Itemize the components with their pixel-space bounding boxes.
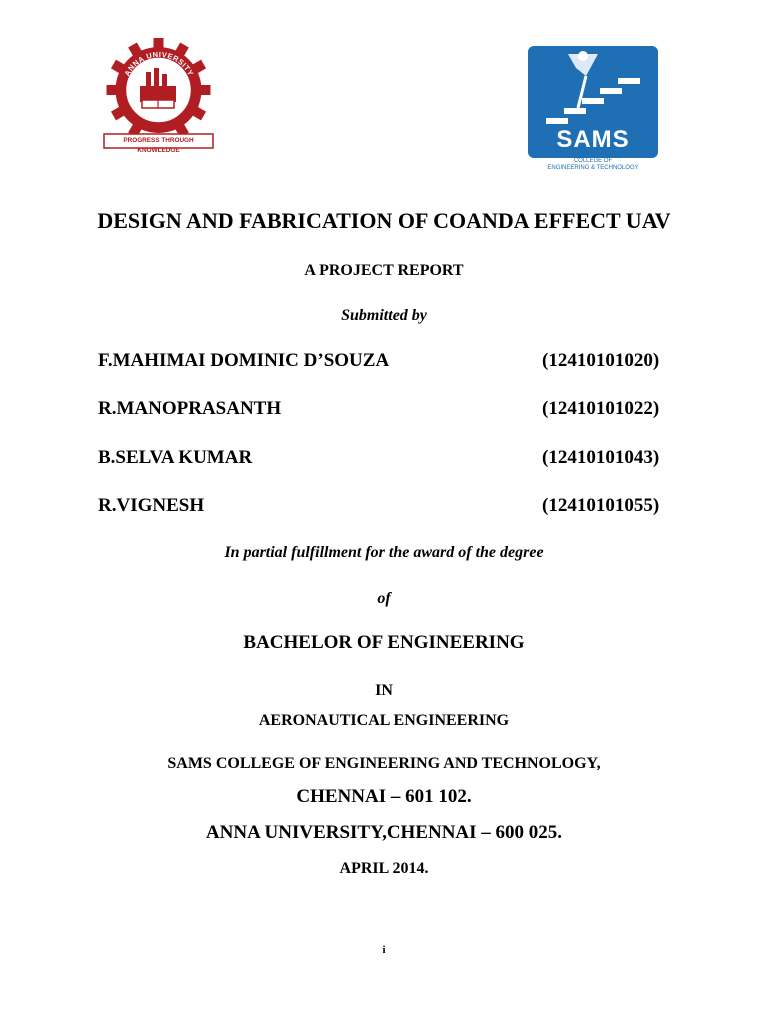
logo-sams-name: SAMS <box>556 126 630 153</box>
sams-college-logo <box>528 46 658 172</box>
logo-sams-sub2: ENGINEERING & TECHNOLOGY <box>547 165 639 171</box>
student-id: (12410101020) <box>542 350 660 371</box>
college-name: SAMS COLLEGE OF ENGINEERING AND TECHNOLOGY, <box>167 755 601 772</box>
degree-name: BACHELOR OF ENGINEERING <box>243 632 525 653</box>
university-name: ANNA UNIVERSITY,CHENNAI – 600 025. <box>205 822 563 843</box>
branch-name: AERONAUTICAL ENGINEERING <box>258 712 510 729</box>
student-row <box>98 350 668 374</box>
report-date: APRIL 2014. <box>339 860 429 877</box>
student-row <box>98 447 668 471</box>
student-name: B.SELVA KUMAR <box>98 447 253 468</box>
report-type: A PROJECT REPORT <box>304 262 464 279</box>
student-name: R.VIGNESH <box>98 495 205 516</box>
report-title: DESIGN AND FABRICATION OF COANDA EFFECT UAV <box>97 208 671 233</box>
of-text: of <box>377 590 391 607</box>
logo-sams-sub1: COLLEGE OF <box>573 158 613 164</box>
student-name: R.MANOPRASANTH <box>98 398 282 419</box>
student-name: F.MAHIMAI DOMINIC D’SOUZA <box>98 350 390 371</box>
student-row <box>98 495 668 519</box>
anna-university-logo <box>102 38 215 154</box>
student-id: (12410101043) <box>542 447 660 468</box>
student-id: (12410101055) <box>542 495 660 516</box>
page-number: i <box>382 944 386 956</box>
submitted-by: Submitted by <box>341 307 427 324</box>
college-city: CHENNAI – 601 102. <box>296 786 472 807</box>
logo-banner-text: PROGRESS THROUGH KNOWLEDGE <box>123 137 194 154</box>
student-id: (12410101022) <box>542 398 660 419</box>
in-text: IN <box>375 682 393 699</box>
fulfillment-statement: In partial fulfillment for the award of the degree <box>224 544 544 561</box>
student-row <box>98 398 668 422</box>
logo-arc-text: ANNA UNIVERSITY <box>122 49 196 78</box>
svg-text:ANNA UNIVERSITY <box>123 50 196 78</box>
